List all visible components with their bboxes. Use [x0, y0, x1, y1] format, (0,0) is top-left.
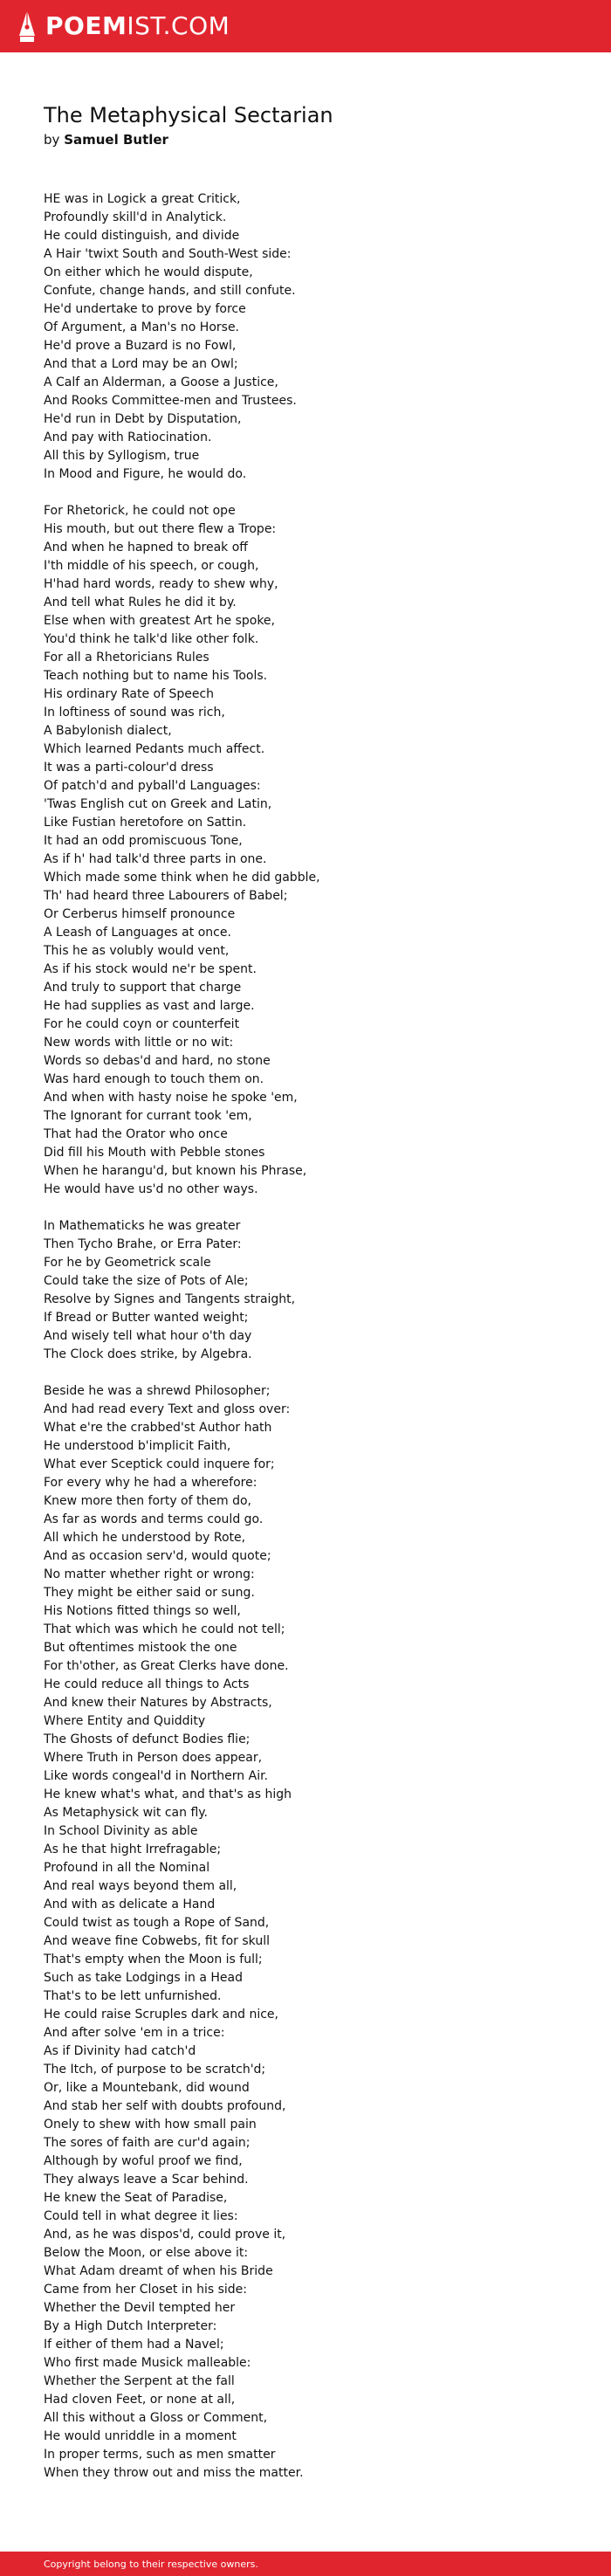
poem-line: And that a Lord may be an Owl;: [44, 357, 238, 371]
poem-line: And after solve 'em in a trice:: [44, 2026, 225, 2040]
poem-line: Whether the Devil tempted her: [44, 2301, 236, 2315]
poem-line: As far as words and terms could go.: [44, 1512, 264, 1526]
poem-line: By a High Dutch Interpreter:: [44, 2319, 217, 2333]
poem-line: In Mathematicks he was greater: [44, 1219, 241, 1233]
poem-line: For every why he had a wherefore:: [44, 1476, 257, 1490]
poem-line: He knew what's what, and that's as high: [44, 1787, 292, 1801]
poem-line: And pay with Ratiocination.: [44, 430, 212, 444]
poem-line: And wisely tell what hour o'th day: [44, 1329, 252, 1343]
poem-line: He would have us'd no other ways.: [44, 1182, 258, 1196]
logo-bold: POEM: [45, 11, 127, 40]
poem-line: And as occasion serv'd, would quote;: [44, 1549, 271, 1563]
poem-line: But oftentimes mistook the one: [44, 1641, 237, 1655]
poem-line: Else when with greatest Art he spoke,: [44, 614, 275, 628]
poem-line: For he could coyn or counterfeit: [44, 1017, 240, 1031]
poem-line: Had cloven Feet, or none at all,: [44, 2393, 236, 2407]
poem-line: What ever Sceptick could inquere for;: [44, 1457, 275, 1471]
poem-line: When they throw out and miss the matter.: [44, 2466, 304, 2480]
poem-line: And when with hasty noise he spoke 'em,: [44, 1091, 298, 1105]
poem-line: The sores of faith are cur'd again;: [44, 2136, 251, 2150]
poem-line: A Hair 'twixt South and South-West side:: [44, 247, 292, 261]
poem-line: On either which he would dispute,: [44, 265, 253, 279]
poem-line: A Babylonish dialect,: [44, 724, 172, 738]
poem-line: The Ghosts of defunct Bodies flie;: [44, 1732, 251, 1746]
poem-stanza: [44, 502, 567, 1199]
poem-line: All this by Syllogism, true: [44, 449, 200, 463]
poem-line: As he that hight Irrefragable;: [44, 1842, 222, 1856]
poem-line: A Leash of Languages at once.: [44, 926, 231, 940]
poem-line: Profoundly skill'd in Analytick.: [44, 210, 227, 224]
poem-line: His Notions fitted things so well,: [44, 1604, 241, 1618]
poem-stanza: [44, 1382, 567, 2483]
poem-line: Where Entity and Quiddity: [44, 1714, 206, 1728]
poem-line: H'had hard words, ready to shew why,: [44, 577, 278, 591]
poem-line: Although by woful proof we find,: [44, 2154, 243, 2168]
poem-line: Knew more then forty of them do,: [44, 1494, 251, 1508]
poem-line: And Rooks Committee-men and Trustees.: [44, 394, 297, 408]
poem-line: And stab her self with doubts profound,: [44, 2099, 286, 2113]
poem-line: That which was which he could not tell;: [44, 1622, 285, 1636]
poem-line: It had an odd promiscuous Tone,: [44, 834, 243, 848]
poem-stanza: [44, 190, 567, 484]
poem-line: Like words congeal'd in Northern Air.: [44, 1769, 269, 1783]
poem-title: The Metaphysical Sectarian: [44, 103, 333, 127]
poem-line: In Mood and Figure, he would do.: [44, 467, 247, 481]
poem-line: In School Divinity as able: [44, 1824, 198, 1838]
poem-line: Profound in all the Nominal: [44, 1861, 210, 1875]
poem-line: That's empty when the Moon is full;: [44, 1953, 263, 1966]
poem-line: Was hard enough to touch them on.: [44, 1072, 264, 1086]
poem-line: They always leave a Scar behind.: [44, 2173, 249, 2187]
poem-line: He'd prove a Buzard is no Fowl,: [44, 339, 237, 353]
poem-line: As if his stock would ne'r be spent.: [44, 962, 257, 976]
poem-line: Like Fustian heretofore on Sattin.: [44, 816, 247, 830]
poem-line: Th' had heard three Labourers of Babel;: [44, 889, 288, 903]
poem-line: He'd undertake to prove by force: [44, 302, 246, 316]
poem-line: He could distinguish, and divide: [44, 229, 240, 243]
poem-line: Or Cerberus himself pronounce: [44, 907, 236, 921]
poem-line: 'Twas English cut on Greek and Latin,: [44, 797, 272, 811]
poem-line: Confute, change hands, and still confute.: [44, 284, 296, 298]
poem-line: A Calf an Alderman, a Goose a Justice,: [44, 375, 278, 389]
poem-line: Where Truth in Person does appear,: [44, 1751, 263, 1765]
poem-line: It was a parti-colour'd dress: [44, 761, 214, 775]
poem-line: Teach nothing but to name his Tools.: [44, 669, 268, 683]
poem-line: As if Divinity had catch'd: [44, 2044, 196, 2058]
poem-line: Onely to shew with how small pain: [44, 2118, 257, 2132]
poem-line: This he as volubly would vent,: [44, 944, 230, 958]
poem-line: Which learned Pedants much affect.: [44, 742, 265, 756]
poem-line: For Rhetorick, he could not ope: [44, 504, 236, 518]
poem-line: No matter whether right or wrong:: [44, 1567, 255, 1581]
poem-line: He could raise Scruples dark and nice,: [44, 2008, 278, 2022]
poem-line: Resolve by Signes and Tangents straight,: [44, 1292, 296, 1306]
site-logo[interactable]: [17, 10, 230, 43]
poem-body: [44, 190, 567, 2501]
site-header: [0, 0, 611, 52]
poem-line: What e're the crabbed'st Author hath: [44, 1421, 272, 1435]
poem-line: All this without a Gloss or Comment,: [44, 2411, 268, 2425]
poem-line: Such as take Lodgings in a Head: [44, 1971, 243, 1985]
poem-line: That's to be lett unfurnished.: [44, 1989, 222, 2003]
poem-line: And had read every Text and gloss over:: [44, 1402, 291, 1416]
poem-line: Did fill his Mouth with Pebble stones: [44, 1146, 265, 1160]
poem-line: Came from her Closet in his side:: [44, 2283, 247, 2297]
poem-line: And truly to support that charge: [44, 981, 242, 995]
logo-light: IST.COM: [127, 11, 230, 40]
byline: [44, 132, 168, 148]
poem-line: As Metaphysick wit can fly.: [44, 1806, 209, 1820]
copyright-notice: Copyright belong to their respective owners.: [44, 2558, 258, 2570]
poem-line: He understood b'implicit Faith,: [44, 1439, 231, 1453]
poem-line: Below the Moon, or else above it:: [44, 2246, 249, 2260]
site-footer: [0, 2552, 611, 2576]
poem-line: He'd run in Debt by Disputation,: [44, 412, 242, 426]
poem-line: The Clock does strike, by Algebra.: [44, 1347, 252, 1361]
poem-line: Of Argument, a Man's no Horse.: [44, 320, 240, 334]
poem-line: Who first made Musick malleable:: [44, 2356, 251, 2370]
poem-line: When he harangu'd, but known his Phrase,: [44, 1164, 307, 1178]
poem-line: Or, like a Mountebank, did wound: [44, 2081, 250, 2095]
poem-line: They might be either said or sung.: [44, 1586, 255, 1600]
poem-line: As if h' had talk'd three parts in one.: [44, 852, 267, 866]
poem-line: The Itch, of purpose to be scratch'd;: [44, 2063, 266, 2077]
poem-line: HE was in Logick a great Critick,: [44, 192, 241, 206]
poem-line: He had supplies as vast and large.: [44, 999, 255, 1013]
poem-line: All which he understood by Rote,: [44, 1531, 246, 1545]
poem-line: In proper terms, such as men smatter: [44, 2448, 276, 2462]
poem-line: Whether the Serpent at the fall: [44, 2374, 235, 2388]
poem-line: If either of them had a Navel;: [44, 2338, 224, 2352]
poem-line: That had the Orator who once: [44, 1127, 228, 1141]
poem-line: And weave fine Cobwebs, fit for skull: [44, 1934, 270, 1948]
poem-stanza: [44, 1217, 567, 1364]
poem-line: And with as delicate a Hand: [44, 1898, 216, 1911]
poem-line: Could tell in what degree it lies:: [44, 2209, 238, 2223]
poem-line: For all a Rhetoricians Rules: [44, 651, 209, 665]
poem-line: In loftiness of sound was rich,: [44, 706, 225, 720]
poem-line: And knew their Natures by Abstracts,: [44, 1696, 272, 1710]
poem-line: And tell what Rules he did it by.: [44, 596, 237, 610]
poem-line: If Bread or Butter wanted weight;: [44, 1311, 249, 1325]
poem-line: For he by Geometrick scale: [44, 1256, 211, 1270]
poem-line: The Ignorant for currant took 'em,: [44, 1109, 252, 1123]
pen-nib-icon: [17, 10, 37, 43]
poem-line: He knew the Seat of Paradise,: [44, 2191, 228, 2205]
poem-line: He would unriddle in a moment: [44, 2429, 237, 2443]
logo-wordmark: [45, 11, 230, 40]
poem-line: I'th middle of his speech, or cough,: [44, 559, 259, 573]
poem-line: And real ways beyond them all,: [44, 1879, 237, 1893]
poem-line: Which made some think when he did gabble,: [44, 871, 320, 885]
poem-line: And, as he was dispos'd, could prove it,: [44, 2228, 286, 2242]
poem-line: He could reduce all things to Acts: [44, 1677, 250, 1691]
poem-line: His ordinary Rate of Speech: [44, 687, 215, 701]
poem-line: Could take the size of Pots of Ale;: [44, 1274, 249, 1288]
poem-line: Beside he was a shrewd Philosopher;: [44, 1384, 271, 1398]
poem-line: Words so debas'd and hard, no stone: [44, 1054, 271, 1068]
by-label: by: [44, 132, 60, 148]
poem-line: Of patch'd and pyball'd Languages:: [44, 779, 261, 793]
poem-line: His mouth, but out there flew a Trope:: [44, 522, 277, 536]
poem-line: New words with little or no wit:: [44, 1036, 234, 1050]
poem-line: You'd think he talk'd like other folk.: [44, 632, 259, 646]
poem-line: What Adam dreamt of when his Bride: [44, 2264, 273, 2278]
poem-line: And when he hapned to break off: [44, 541, 248, 554]
poem-line: Then Tycho Brahe, or Erra Pater:: [44, 1237, 242, 1251]
poem-line: For th'other, as Great Clerks have done.: [44, 1659, 289, 1673]
author-link[interactable]: Samuel Butler: [64, 132, 168, 148]
poem-line: Could twist as tough a Rope of Sand,: [44, 1916, 270, 1930]
